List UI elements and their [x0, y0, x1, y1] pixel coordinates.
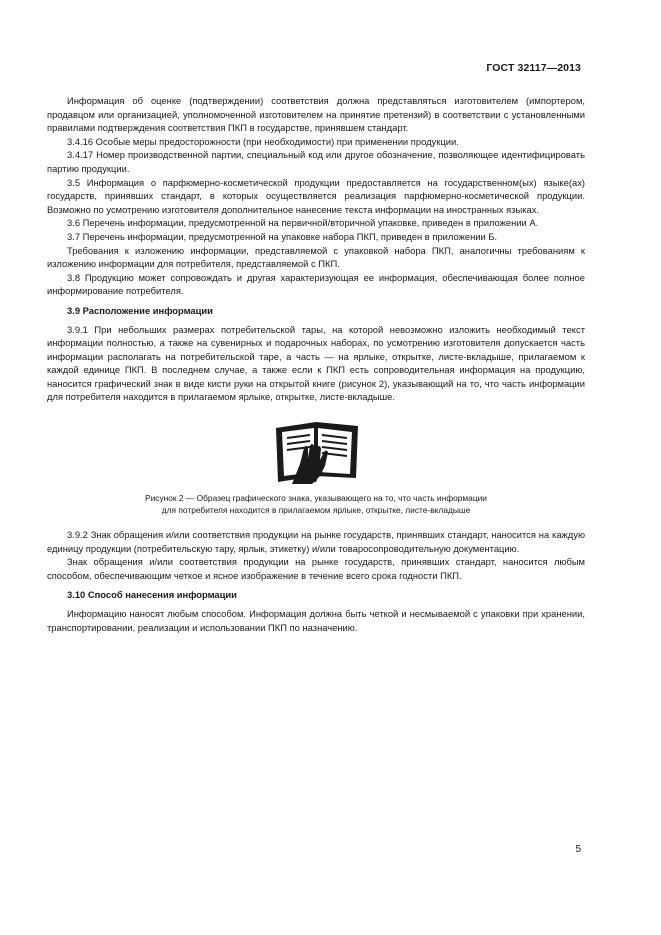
paragraph: 3.5 Информация о парфюмерно-косметической продукции предоставляется на государственном(ых) языке(ах) государств, принявших стандарт, в которых осуществляется реализация парфюмерно-косметической продукции. Возможно по усмотрению изготовителя дополнительное нанесение текста информации на иностранных языках. [47, 176, 585, 215]
paragraph: 3.4.17 Номер производственной партии, специальный код или другое обозначение, позволяющее идентифицировать партию продукции. [47, 149, 585, 174]
paragraph: 3.9.1 При небольших размерах потребительской тары, на которой невозможно изложить необходимый текст информации полностью, а также на сувенирных и подарочных наборах, по усмотрению изготовителя допускается часть информации располагать на потребительской таре, а часть — на ярлыке, открытке, листе-вкладыше, прилагаемом к каждой единице ПКП. В последнем случае, а также если к ПКП есть сопроводительная информация на продукцию, наносится графический знак в виде кисти руки на открытой книге (рисунок 2), указывающий на то, что часть информации для потребителя находится в прилагаемом ярлыке, открытке, листе-вкладыше. [47, 323, 585, 403]
figure-caption [47, 492, 585, 516]
figure-2 [47, 418, 585, 486]
paragraph: 3.7 Перечень информации, предусмотренной на упаковке набора ПКП, приведен в приложении Б. [67, 230, 498, 242]
figure-caption-line: для потребителя находится в прилагаемом ярлыке, открытке, листе-вкладыше [161, 505, 471, 516]
hand-on-open-book-icon [270, 418, 362, 486]
document-standard-number: ГОСТ 32117—2013 [486, 62, 581, 74]
paragraph: Знак обращения и/или соответствия продукции на рынке государств, принявших стандарт, наносится любым способом, обеспечивающим четкое и ясное изображение в течение всего срока годности ПКП. [47, 556, 585, 581]
paragraph: 3.6 Перечень информации, предусмотренной на первичной/вторичной упаковке, приведен в приложении А. [67, 217, 539, 229]
paragraph: Информация об оценке (подтверждении) соответствия должна представляться изготовителем (импортером, продавцом или организацией, уполномоченной изготовителем на принятие претензий) в соответствии с установленными правилами подтверждения соответствия ПКП в государстве, принявшем стандарт. [47, 95, 585, 134]
paragraph: Информацию наносят любым способом. Информация должна быть четкой и несмываемой с упаковки при хранении, транспортировании, реализации и использовании ПКП по назначению. [47, 608, 585, 633]
page-number: 5 [575, 844, 581, 855]
paragraph: 3.9.2 Знак обращения и/или соответствия продукции на рынке государств, принявших стандарт, наносится на каждую единицу продукции (потребительскую тару, ярлык, этикетку) и/или товаросопроводительную документацию. [47, 529, 585, 554]
section-heading-3-9: 3.9 Расположение информации [67, 304, 213, 316]
document-body [47, 94, 585, 634]
paragraph: 3.8 Продукцию может сопровождать и другая характеризующая ее информация, обеспечивающая более полное информирование потребителя. [47, 271, 585, 297]
section-heading-3-10: 3.10 Способ нанесения информации [67, 589, 237, 601]
figure-caption-line: Рисунок 2 — Образец графического знака, указывающего на то, что часть информации [145, 493, 487, 504]
paragraph: 3.4.16 Особые меры предосторожности (при необходимости) при применении продукции. [67, 135, 459, 147]
paragraph: Требования к изложению информации, представляемой с упаковкой набора ПКП, аналогичны требованиям к изложению информации для потребителя, представляемой с ПКП. [47, 244, 585, 270]
